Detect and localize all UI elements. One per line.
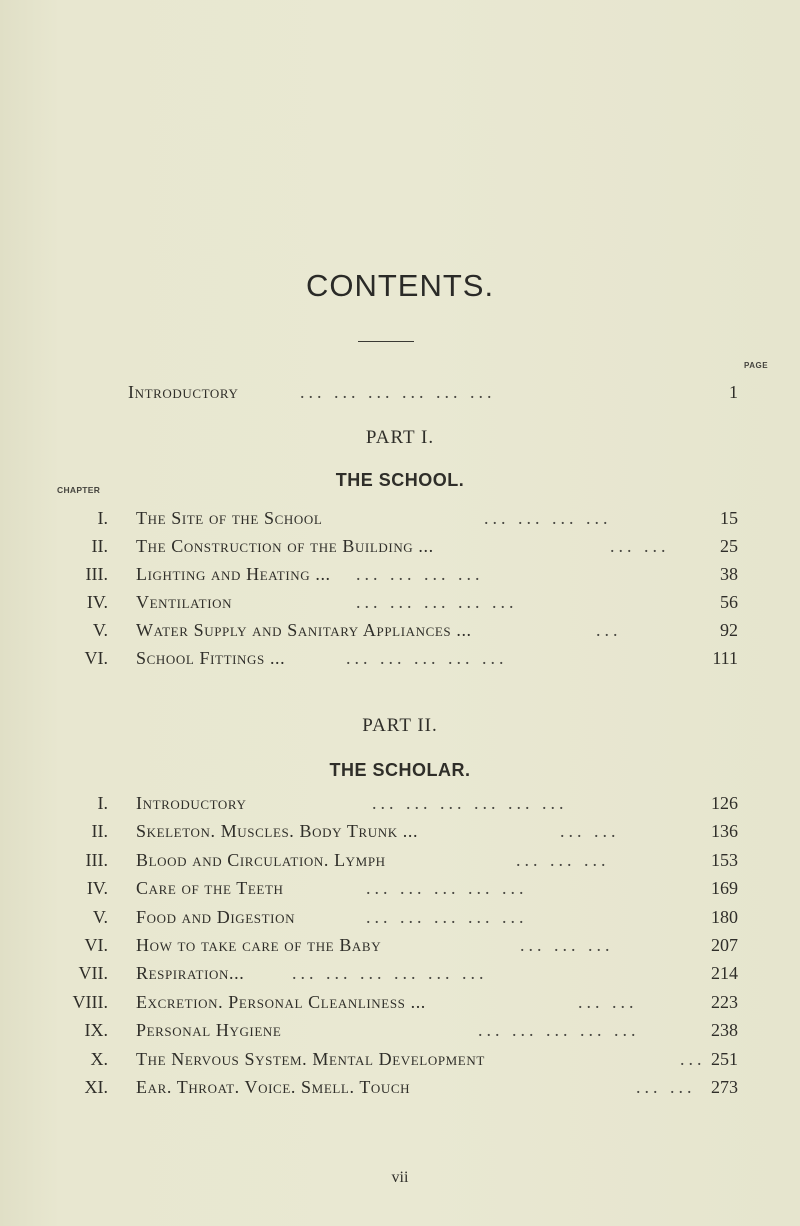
leader-dots: ... [680,1048,706,1069]
chapter-title: Water Supply and Sanitary Appliances ... [136,620,472,640]
chapter-page: 15 [720,508,738,528]
chapter-numeral: VI. [84,935,108,955]
chapter-title: Respiration... [136,963,245,984]
toc-entry [0,644,800,672]
toc-entry [0,874,800,902]
chapter-numeral: I. [97,793,108,813]
chapter-numeral: VII. [78,963,108,984]
leader-dots: ... ... [560,821,620,842]
leader-dots: ... ... ... ... ... [478,1020,640,1041]
toc-entry [0,1073,800,1101]
chapter-page: 136 [711,821,738,842]
chapter-title: Ear. Throat. Voice. Smell. Touch [136,1077,411,1097]
chapter-page: 92 [720,620,738,640]
chapter-numeral: XI. [84,1077,108,1097]
chapter-title: The Site of the School [136,508,323,528]
chapter-page: 273 [711,1077,738,1097]
chapter-numeral: VI. [84,648,108,668]
chapter-page: 207 [711,935,738,955]
chapter-page: 111 [712,648,738,668]
chapter-numeral: II. [91,821,108,842]
chapter-title: Ventilation [136,592,233,612]
chapter-title: Excretion. Personal Cleanliness ... [136,991,426,1012]
toc-entry [0,903,800,931]
part-one-heading: PART I. [365,427,435,448]
chapter-numeral: V. [92,620,108,640]
chapter-page: 38 [720,564,738,584]
leader-dots: ... ... ... ... ... [346,648,508,668]
chapter-page: 251 [711,1048,738,1069]
chapter-title: Lighting and Heating ... [136,564,331,584]
chapter-column-label: CHAPTER [57,485,101,495]
chapter-title: Care of the Teeth [136,878,284,899]
leader-dots: ... ... ... ... ... [366,906,528,927]
leader-dots: ... ... ... ... ... ... [300,382,496,402]
part-two-subheading: THE SCHOLAR. [329,760,471,780]
chapter-numeral: III. [85,564,108,584]
chapter-numeral: IX. [84,1020,108,1041]
introductory-row [0,378,800,406]
leader-dots: ... ... ... ... ... [356,592,518,612]
chapter-title: Skeleton. Muscles. Body Trunk ... [136,821,419,842]
page-column-label: PAGE [744,361,769,370]
leader-dots: ... ... ... [516,849,610,870]
leader-dots: ... ... ... ... ... ... [372,793,568,813]
chapter-title: The Construction of the Building ... [136,536,434,556]
chapter-page: 238 [711,1020,738,1041]
chapter-title: Food and Digestion [136,906,296,927]
toc-entry [0,1016,800,1044]
part-two-heading: PART II. [362,715,438,736]
leader-dots: ... ... ... ... ... [366,878,528,899]
toc-entry [0,846,800,874]
chapter-page: 214 [711,963,738,984]
chapter-page: 180 [711,906,738,927]
chapter-numeral: II. [91,536,108,556]
introductory-title: Introductory [128,382,239,402]
chapter-page: 169 [711,878,738,899]
title-rule [358,341,414,342]
chapter-page: 153 [711,849,738,870]
part-one-subheading: THE SCHOOL. [335,470,465,490]
chapter-numeral: V. [92,906,108,927]
chapter-numeral: IV. [86,592,108,612]
chapter-title: Introductory [136,793,247,813]
toc-entry [0,1045,800,1073]
chapter-page: 126 [711,793,738,813]
toc-entry [0,789,800,817]
chapter-title: Blood and Circulation. Lymph [136,849,386,870]
chapter-numeral: I. [97,508,108,528]
chapter-page: 25 [720,536,738,556]
toc-entry [0,616,800,644]
chapter-title: The Nervous System. Mental Development [136,1048,485,1069]
chapter-numeral: VIII. [72,991,108,1012]
toc-entry [0,817,800,845]
introductory-page: 1 [729,382,738,402]
leader-dots: ... ... ... [520,935,614,955]
leader-dots: ... ... ... ... ... ... [292,963,488,984]
toc-entry [0,532,800,560]
chapter-numeral: X. [90,1048,108,1069]
toc-entry [0,959,800,987]
leader-dots: ... ... ... ... [484,508,612,528]
chapter-numeral: III. [85,849,108,870]
chapter-numeral: IV. [86,878,108,899]
leader-dots: ... [596,620,622,640]
leader-dots: ... ... [610,536,670,556]
toc-entry [0,931,800,959]
chapter-title: Personal Hygiene [136,1020,282,1041]
chapter-title: How to take care of the Baby [136,935,382,955]
contents-title: CONTENTS. [305,268,495,303]
chapter-page: 56 [720,592,738,612]
toc-entry [0,560,800,588]
leader-dots: ... ... [636,1077,696,1097]
chapter-page: 223 [711,991,738,1012]
toc-entry [0,988,800,1016]
chapter-title: School Fittings ... [136,648,286,668]
toc-entry [0,504,800,532]
page-folio: vii [391,1169,409,1186]
toc-entry [0,588,800,616]
leader-dots: ... ... [578,991,638,1012]
leader-dots: ... ... ... ... [356,564,484,584]
